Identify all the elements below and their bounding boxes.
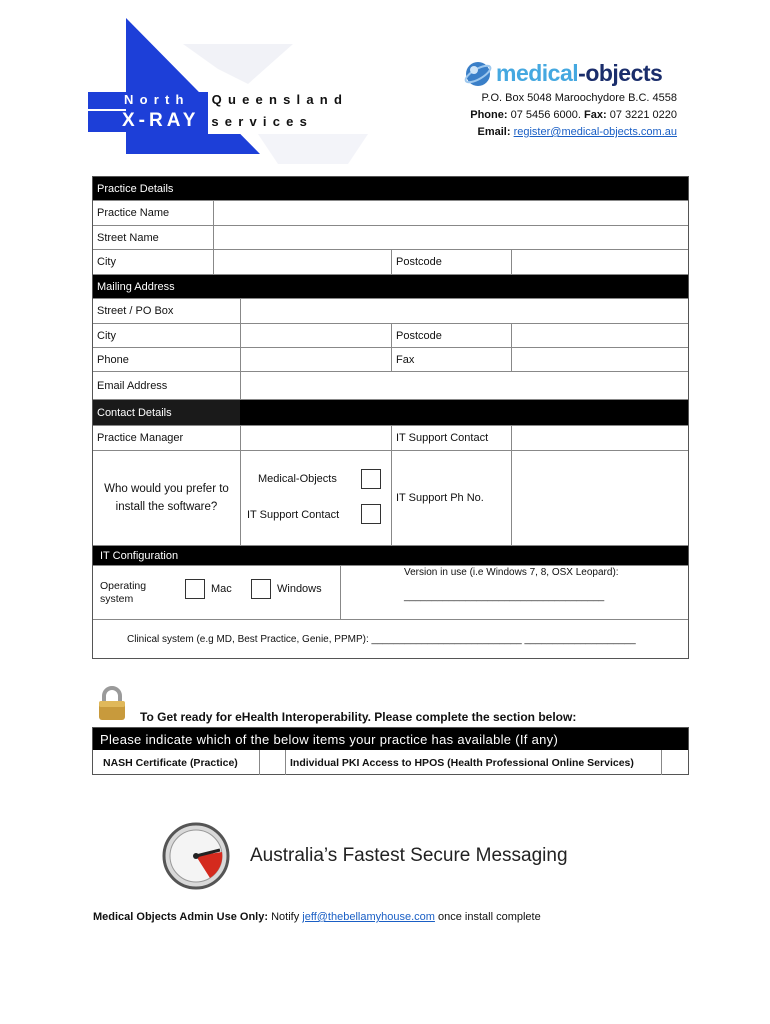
- nq-xray-logo: [88, 14, 378, 164]
- street-name-field[interactable]: [213, 226, 688, 249]
- practice-manager-field[interactable]: [240, 426, 391, 450]
- registration-form: [92, 176, 689, 659]
- label-it-support-ph: IT Support Ph No.: [391, 451, 511, 545]
- ehealth-instruction: To Get ready for eHealth Interoperability. Please complete the section below:: [140, 710, 577, 724]
- logo-line-1: North Queensland: [124, 92, 349, 107]
- admin-email-link[interactable]: jeff@thebellamyhouse.com: [302, 911, 435, 923]
- label-street-po: Street / PO Box: [97, 305, 174, 317]
- checkbox-it-support[interactable]: [361, 504, 381, 524]
- label-postcode: Postcode: [391, 250, 511, 274]
- ehealth-header: Please indicate which of the below items your practice has available (If any): [93, 728, 688, 750]
- address: P.O. Box 5048 Maroochydore B.C. 4558: [481, 92, 677, 104]
- label-nash: NASH Certificate (Practice): [103, 756, 238, 769]
- label-it-support-contact: IT Support Contact: [391, 426, 511, 450]
- nash-checkbox-cell[interactable]: [259, 750, 285, 775]
- section-contact-details: Contact Details: [93, 400, 688, 426]
- street-po-field[interactable]: [240, 299, 688, 323]
- mail-postcode-field[interactable]: [511, 324, 688, 347]
- postcode-field[interactable]: [511, 250, 688, 274]
- label-phone: Phone: [97, 353, 129, 366]
- version-field[interactable]: Version in use (i.e Windows 7, 8, OSX Leopard): ____________________________________: [340, 566, 688, 619]
- section-mailing-address: Mailing Address: [93, 275, 688, 299]
- fax-field[interactable]: [511, 348, 688, 371]
- label-email: Email Address: [97, 379, 168, 392]
- label-opt-medical-objects: Medical-Objects: [258, 473, 337, 485]
- lock-icon: [96, 686, 128, 722]
- checkbox-windows[interactable]: [251, 579, 271, 599]
- speedometer-icon: [160, 822, 232, 890]
- label-mail-city: City: [97, 329, 116, 342]
- label-city: City: [97, 256, 116, 268]
- city-field[interactable]: [213, 250, 391, 274]
- label-mac: Mac: [211, 583, 232, 595]
- label-who-install: Who would you prefer to install the software?: [104, 483, 229, 513]
- label-pki: Individual PKI Access to HPOS (Health Professional Online Services): [285, 750, 661, 775]
- label-opt-it-support: IT Support Contact: [247, 509, 340, 521]
- email-link[interactable]: register@medical-objects.com.au: [513, 126, 677, 138]
- clinical-system-row[interactable]: [93, 620, 688, 658]
- install-options: [240, 451, 391, 545]
- checkbox-mac[interactable]: [185, 579, 205, 599]
- logo-line-2: X-RAY services: [122, 110, 314, 131]
- label-practice-manager: Practice Manager: [97, 432, 184, 444]
- medical-objects-brand: medical-objects: [496, 60, 663, 86]
- contact-block: P.O. Box 5048 Maroochydore B.C. 4558 Phone: 07 5456 6000. Fax: 07 3221 0220 Email: register@medical-objects.com.au: [470, 92, 677, 138]
- globe-icon: [463, 60, 493, 88]
- label-practice-name: Practice Name: [97, 207, 170, 219]
- section-it-configuration: IT Configuration: [93, 546, 688, 566]
- label-fax: Fax: [391, 348, 511, 371]
- ehealth-table: [92, 727, 689, 775]
- section-practice-details: Practice Details: [93, 177, 688, 201]
- tagline: Australia’s Fastest Secure Messaging: [250, 845, 568, 866]
- email-field[interactable]: [240, 372, 688, 399]
- label-street-name: Street Name: [97, 231, 159, 244]
- pki-checkbox-cell[interactable]: [661, 750, 688, 775]
- label-clinical-system: Clinical system (e.g MD, Best Practice, Genie, PPMP): ___________________________ ____________________: [127, 633, 636, 645]
- label-windows: Windows: [277, 583, 322, 595]
- phone-field[interactable]: [240, 348, 391, 371]
- label-operating-system: Operating system: [100, 579, 147, 605]
- admin-note: Medical Objects Admin Use Only: Notify jeff@thebellamyhouse.com once install complete: [93, 911, 541, 923]
- practice-name-field[interactable]: [213, 201, 688, 225]
- it-support-ph-field[interactable]: [511, 451, 688, 545]
- label-mail-postcode: Postcode: [391, 324, 511, 347]
- checkbox-medical-objects[interactable]: [361, 469, 381, 489]
- mail-city-field[interactable]: [240, 324, 391, 347]
- it-support-contact-field[interactable]: [511, 426, 688, 450]
